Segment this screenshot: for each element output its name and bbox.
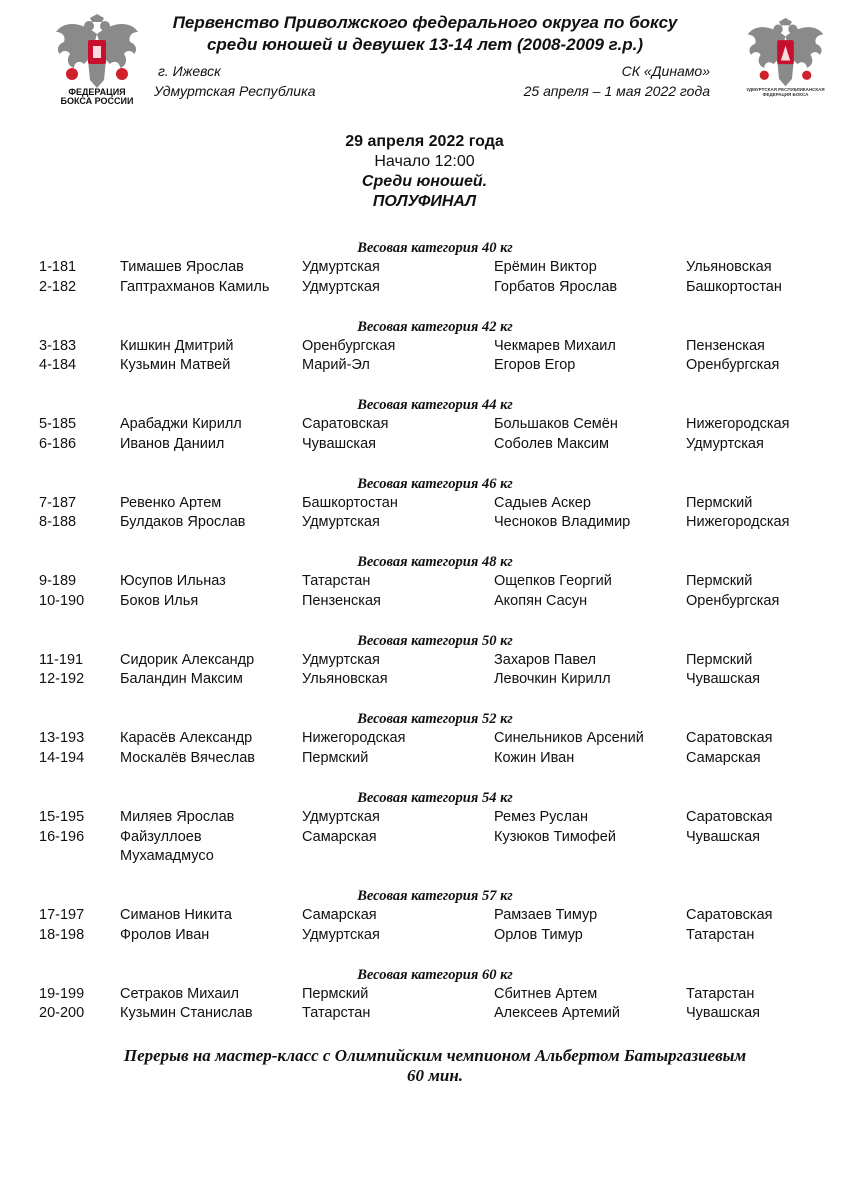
red-corner-boxer xyxy=(120,651,302,671)
red-corner-boxer xyxy=(120,985,302,1005)
red-corner-boxer-name: Сидорик Александр xyxy=(120,651,255,668)
bout-row xyxy=(39,651,829,671)
blue-corner-boxer: Сбитнев Артем xyxy=(494,985,598,1002)
blue-corner-region: Оренбургская xyxy=(686,592,780,609)
bout-row xyxy=(39,435,829,455)
bout-number: 10-190 xyxy=(39,592,85,609)
red-corner-boxer xyxy=(120,278,302,298)
blue-corner-boxer: Садыев Аскер xyxy=(494,494,591,511)
red-corner-boxer-name: Тимашев Ярослав xyxy=(120,259,244,275)
bout-number: 2-182 xyxy=(39,278,77,295)
red-corner-region: Башкортостан xyxy=(302,494,398,511)
session-date: 29 апреля 2022 года xyxy=(345,133,504,150)
blue-corner-boxer: Чекмарев Михаил xyxy=(494,337,616,354)
bout-number: 11-191 xyxy=(39,651,84,668)
blue-corner-boxer: Кузюков Тимофей xyxy=(494,828,616,845)
category-spacer xyxy=(39,867,829,886)
red-corner-boxer-name: Гаптрахманов Камиль xyxy=(120,278,270,295)
bout-number: 18-198 xyxy=(39,926,85,943)
blue-corner-region: Чувашская xyxy=(686,828,760,845)
bout-row xyxy=(39,356,829,376)
red-corner-boxer xyxy=(120,572,302,592)
red-corner-boxer xyxy=(120,729,302,749)
bout-number: 16-196 xyxy=(39,828,85,845)
red-corner-boxer xyxy=(120,415,302,435)
red-corner-region: Нижегородская xyxy=(302,730,406,747)
logo-right-caption: УДМУРТСКАЯ РЕСПУБЛИКАНСКАЯ ФЕДЕРАЦИЯ БОКСА xyxy=(746,87,825,97)
weight-category-heading: Весовая категория 48 кг xyxy=(357,554,513,571)
blue-corner-boxer: Чесноков Владимир xyxy=(494,514,631,531)
title-line-2: среди юношей и девушек 13-14 лет (2008-2009 г.р.) xyxy=(206,35,644,54)
red-corner-boxer-name: Баландин Максим xyxy=(120,671,243,688)
red-corner-boxer-name: Боков Илья xyxy=(120,592,199,609)
blue-corner-boxer: Горбатов Ярослав xyxy=(494,278,618,295)
location-block xyxy=(154,61,316,101)
bout-number: 12-192 xyxy=(39,671,85,688)
category-spacer xyxy=(39,454,829,473)
red-corner-region: Удмуртская xyxy=(302,259,380,275)
red-corner-boxer xyxy=(120,828,302,867)
weight-category-heading: Весовая категория 57 кг xyxy=(357,888,513,905)
red-corner-boxer xyxy=(120,337,302,357)
break-line-1: Перерыв на мастер-класс с Олимпийским чемпионом Альбертом Батыргазиевым xyxy=(123,1046,747,1065)
red-corner-boxer xyxy=(120,494,302,514)
red-corner-boxer-name-cont: Мухамадмусо xyxy=(120,848,214,865)
red-corner-boxer xyxy=(120,592,302,612)
red-corner-region: Татарстан xyxy=(302,1005,371,1022)
bout-row xyxy=(39,572,829,592)
bout-number: 4-184 xyxy=(39,357,77,374)
red-corner-boxer xyxy=(120,1004,302,1024)
red-corner-boxer xyxy=(120,670,302,690)
bout-row xyxy=(39,906,829,926)
venue-block xyxy=(500,61,710,101)
weight-category-heading: Весовая категория 44 кг xyxy=(357,397,513,414)
bout-number: 1-181 xyxy=(39,259,77,275)
bout-schedule xyxy=(39,238,829,1024)
red-corner-region: Самарская xyxy=(302,828,377,845)
weight-category-heading: Весовая категория 46 кг xyxy=(357,475,513,492)
bout-row xyxy=(39,749,829,769)
red-corner-boxer-name: Миляев Ярослав xyxy=(120,809,235,826)
category-spacer xyxy=(39,945,829,964)
session-info xyxy=(0,132,849,212)
federation-logo-left xyxy=(52,14,142,114)
blue-corner-region: Нижегородская xyxy=(686,416,790,433)
blue-corner-region: Саратовская xyxy=(686,730,773,747)
bout-number: 6-186 xyxy=(39,435,77,452)
session-group: Среди юношей. xyxy=(361,173,488,190)
bout-number: 3-183 xyxy=(39,337,77,354)
federation-logo-right xyxy=(738,18,833,118)
blue-corner-boxer: Орлов Тимур xyxy=(494,926,583,943)
bout-number: 7-187 xyxy=(39,494,77,511)
blue-corner-region: Пермский xyxy=(686,494,753,511)
red-corner-region: Удмуртская xyxy=(302,651,380,668)
weight-category-heading: Весовая категория 60 кг xyxy=(357,966,513,983)
bout-row xyxy=(39,278,829,298)
red-corner-region: Оренбургская xyxy=(302,337,396,354)
blue-corner-region: Татарстан xyxy=(686,985,755,1002)
bout-row xyxy=(39,258,829,278)
red-corner-boxer-name: Файзуллоев xyxy=(120,828,202,845)
double-eagle-emblem-icon xyxy=(52,14,142,92)
blue-corner-boxer: Большаков Семён xyxy=(494,416,618,433)
red-corner-boxer xyxy=(120,435,302,455)
red-corner-boxer xyxy=(120,906,302,926)
blue-corner-boxer: Кожин Иван xyxy=(494,750,575,767)
red-corner-region: Пензенская xyxy=(302,592,381,609)
bout-row xyxy=(39,828,829,867)
blue-corner-region: Пермский xyxy=(686,573,753,590)
red-corner-boxer xyxy=(120,513,302,533)
bout-row xyxy=(39,513,829,533)
bout-number: 5-185 xyxy=(39,416,77,433)
blue-corner-region: Удмуртская xyxy=(686,435,764,452)
bout-row xyxy=(39,729,829,749)
title-line-1: Первенство Приволжского федерального округа по боксу xyxy=(172,13,678,32)
red-corner-region: Пермский xyxy=(302,985,369,1002)
red-corner-boxer xyxy=(120,808,302,828)
session-start: Начало 12:00 xyxy=(374,153,475,170)
weight-category-heading: Весовая категория 52 кг xyxy=(357,711,513,728)
blue-corner-boxer: Захаров Павел xyxy=(494,651,596,668)
bout-row xyxy=(39,494,829,514)
red-corner-boxer xyxy=(120,258,302,278)
red-corner-region: Чувашская xyxy=(302,435,376,452)
blue-corner-boxer: Акопян Сасун xyxy=(494,592,588,609)
red-corner-boxer-name: Сетраков Михаил xyxy=(120,985,240,1002)
blue-corner-boxer: Левочкин Кирилл xyxy=(494,671,611,688)
red-corner-region: Татарстан xyxy=(302,573,371,590)
break-line-2: 60 мин. xyxy=(406,1066,464,1085)
blue-corner-boxer: Рамзаев Тимур xyxy=(494,907,598,924)
venue: СК «Динамо» xyxy=(621,63,710,79)
red-corner-boxer-name: Иванов Даниил xyxy=(120,435,225,452)
red-corner-region: Пермский xyxy=(302,750,369,767)
blue-corner-boxer: Ремез Руслан xyxy=(494,809,589,826)
red-corner-boxer-name: Булдаков Ярослав xyxy=(120,514,246,531)
blue-corner-region: Чувашская xyxy=(686,1005,760,1022)
bout-number: 13-193 xyxy=(39,730,85,747)
bout-number: 20-200 xyxy=(39,1005,85,1022)
red-corner-region: Самарская xyxy=(302,907,377,924)
category-spacer xyxy=(39,690,829,709)
blue-corner-boxer: Ощепков Георгий xyxy=(494,573,612,590)
red-corner-boxer-name: Кузьмин Матвей xyxy=(120,357,231,374)
blue-corner-region: Чувашская xyxy=(686,671,760,688)
category-spacer xyxy=(39,769,829,788)
red-corner-boxer-name: Симанов Никита xyxy=(120,907,232,924)
session-stage: ПОЛУФИНАЛ xyxy=(372,193,477,210)
blue-corner-region: Пермский xyxy=(686,651,753,668)
bout-row xyxy=(39,670,829,690)
blue-corner-region: Самарская xyxy=(686,750,761,767)
weight-category-heading: Весовая категория 40 кг xyxy=(357,240,513,256)
blue-corner-region: Башкортостан xyxy=(686,278,782,295)
red-corner-region: Удмуртская xyxy=(302,926,380,943)
bout-number: 19-199 xyxy=(39,985,85,1002)
bout-number: 14-194 xyxy=(39,750,85,767)
blue-corner-region: Саратовская xyxy=(686,809,773,826)
bout-row xyxy=(39,926,829,946)
document-title xyxy=(150,12,700,56)
red-corner-region: Удмуртская xyxy=(302,278,380,295)
red-corner-region: Ульяновская xyxy=(302,671,388,688)
red-corner-boxer xyxy=(120,356,302,376)
blue-corner-region: Нижегородская xyxy=(686,514,790,531)
blue-corner-boxer: Ерёмин Виктор xyxy=(494,259,597,275)
red-corner-boxer-name: Кишкин Дмитрий xyxy=(120,337,234,354)
bout-row xyxy=(39,985,829,1005)
logo-left-caption: ФЕДЕРАЦИЯ БОКСА РОССИИ xyxy=(60,87,134,107)
bout-row xyxy=(39,592,829,612)
blue-corner-region: Саратовская xyxy=(686,907,773,924)
category-spacer xyxy=(39,297,829,316)
weight-category-heading: Весовая категория 54 кг xyxy=(357,790,513,807)
blue-corner-region: Пензенская xyxy=(686,337,765,354)
red-corner-boxer-name: Карасёв Александр xyxy=(120,730,253,747)
bout-number: 17-197 xyxy=(39,907,85,924)
bout-number: 15-195 xyxy=(39,809,85,826)
double-eagle-emblem-icon xyxy=(738,18,833,90)
bout-number: 8-188 xyxy=(39,514,77,531)
region: Удмуртская Республика xyxy=(154,83,316,99)
red-corner-region: Удмуртская xyxy=(302,514,380,531)
break-announcement xyxy=(0,1046,849,1086)
red-corner-boxer-name: Фролов Иван xyxy=(120,926,210,943)
weight-category-heading: Весовая категория 50 кг xyxy=(357,632,513,649)
blue-corner-region: Ульяновская xyxy=(686,259,772,275)
red-corner-region: Марий-Эл xyxy=(302,357,370,374)
red-corner-boxer-name: Москалёв Вячеслав xyxy=(120,750,255,767)
blue-corner-boxer: Синельников Арсений xyxy=(494,730,644,747)
red-corner-region: Саратовская xyxy=(302,416,389,433)
city: г. Ижевск xyxy=(158,63,221,79)
blue-corner-region: Оренбургская xyxy=(686,357,780,374)
red-corner-boxer-name: Кузьмин Станислав xyxy=(120,1005,253,1022)
blue-corner-boxer: Соболев Максим xyxy=(494,435,609,452)
category-spacer xyxy=(39,376,829,395)
bout-row xyxy=(39,337,829,357)
red-corner-boxer-name: Арабаджи Кирилл xyxy=(120,416,242,433)
bout-number: 9-189 xyxy=(39,573,77,590)
blue-corner-region: Татарстан xyxy=(686,926,755,943)
bout-row xyxy=(39,1004,829,1024)
red-corner-region: Удмуртская xyxy=(302,809,380,826)
event-dates: 25 апреля – 1 мая 2022 года xyxy=(523,83,710,99)
weight-category-heading: Весовая категория 42 кг xyxy=(357,318,513,335)
red-corner-boxer-name: Ревенко Артем xyxy=(120,494,222,511)
bout-row xyxy=(39,808,829,828)
category-spacer xyxy=(39,612,829,631)
red-corner-boxer xyxy=(120,749,302,769)
category-spacer xyxy=(39,533,829,552)
red-corner-boxer xyxy=(120,926,302,946)
blue-corner-boxer: Алексеев Артемий xyxy=(494,1005,620,1022)
bout-row xyxy=(39,415,829,435)
blue-corner-boxer: Егоров Егор xyxy=(494,357,576,374)
red-corner-boxer-name: Юсупов Ильназ xyxy=(120,573,226,590)
